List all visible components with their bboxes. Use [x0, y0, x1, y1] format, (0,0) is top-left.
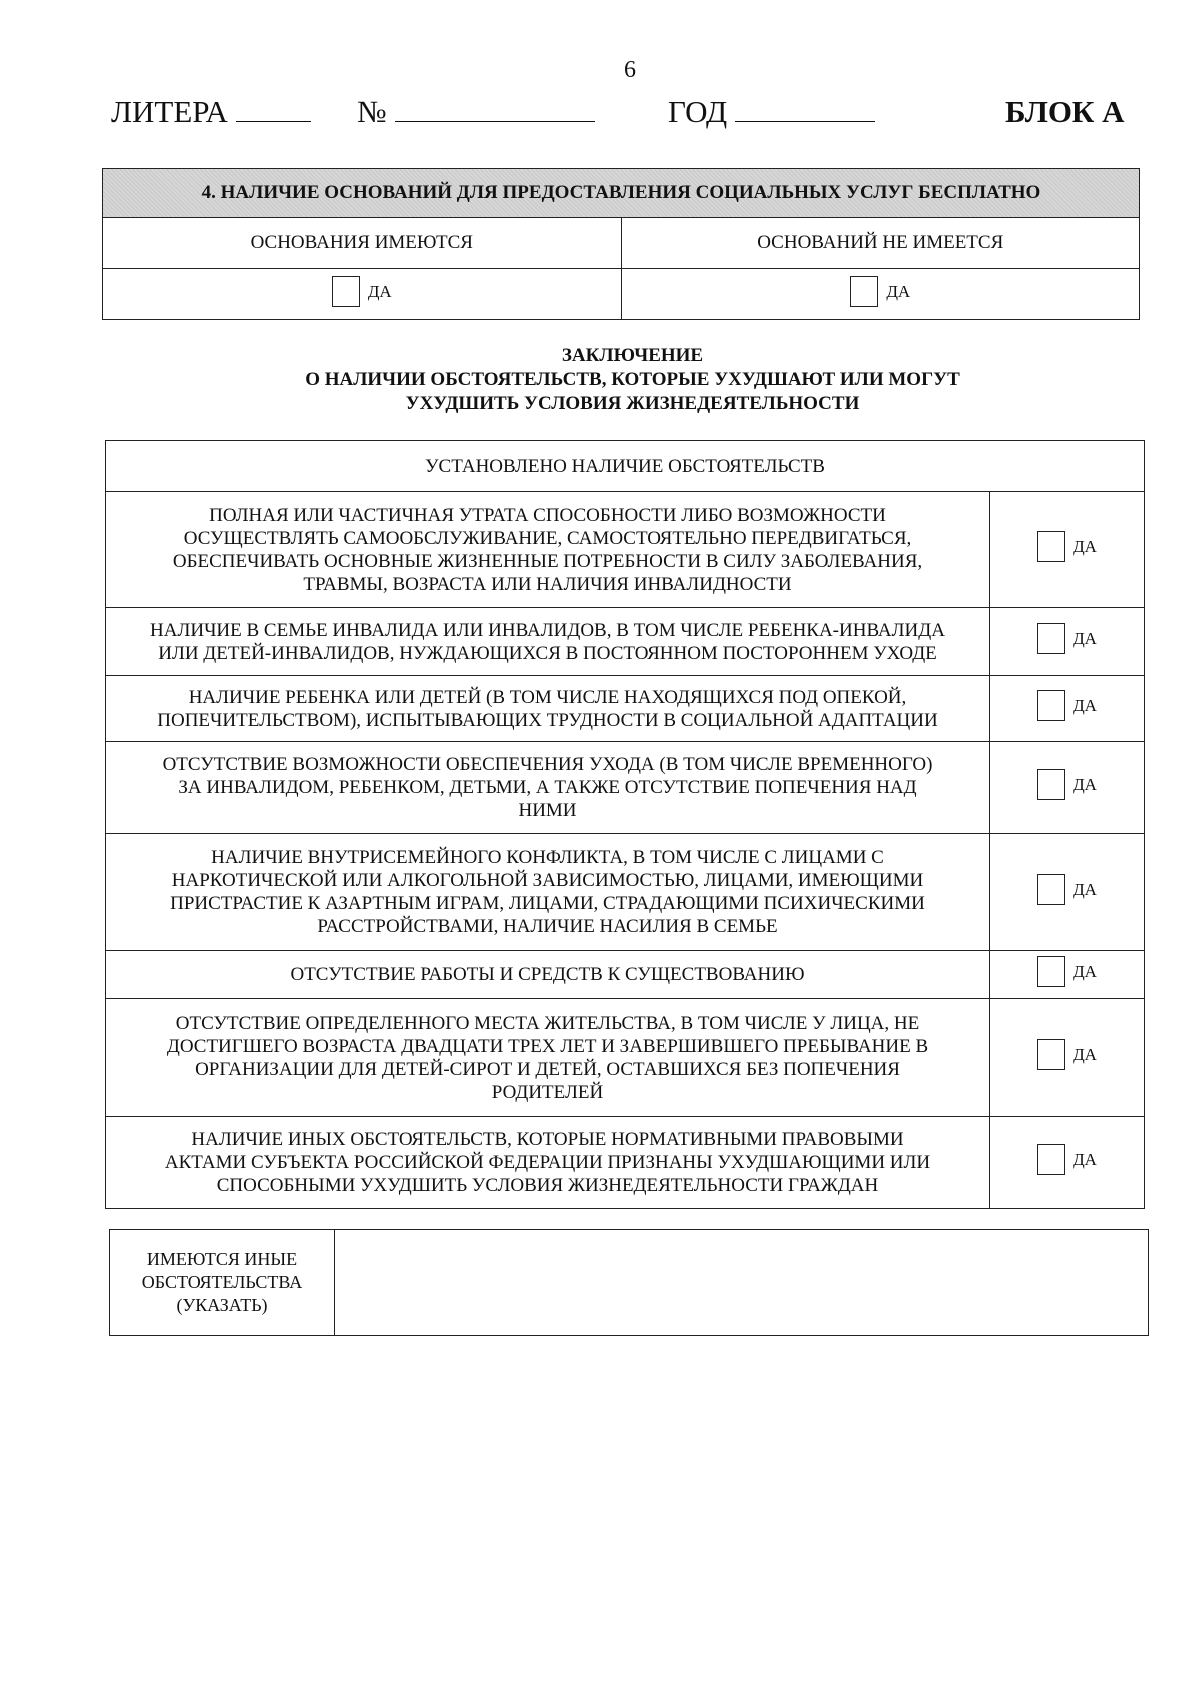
circumstance-text-line: РОДИТЕЛЕЙ [491, 1081, 604, 1103]
circumstance-checkbox[interactable] [1037, 1144, 1065, 1175]
circumstance-yes-option[interactable] [1037, 1039, 1097, 1070]
year-blank[interactable] [735, 99, 875, 122]
block-label: БЛОК А [1005, 94, 1125, 129]
circumstance-text-line: ОСУЩЕСТВЛЯТЬ САМООБСЛУЖИВАНИЕ, САМОСТОЯТЕЛЬНО ПЕРЕДВИГАТЬСЯ, [183, 527, 912, 549]
grounds-exist-yes-label: ДА [367, 281, 392, 301]
other-circumstances-label [110, 1230, 335, 1336]
circumstance-row [106, 492, 1145, 608]
other-circumstances-table [109, 1229, 1149, 1336]
section4-none-cell [621, 269, 1140, 320]
circumstance-text-line: НАЛИЧИЕ РЕБЕНКА ИЛИ ДЕТЕЙ (В ТОМ ЧИСЛЕ НАХОДЯЩИХСЯ ПОД ОПЕКОЙ, [188, 686, 907, 708]
circumstance-text [106, 999, 990, 1117]
section4-col-none: ОСНОВАНИЙ НЕ ИМЕЕТСЯ [621, 218, 1140, 269]
circumstance-text-line: НАЛИЧИЕ ИНЫХ ОБСТОЯТЕЛЬСТВ, КОТОРЫЕ НОРМАТИВНЫМИ ПРАВОВЫМИ [191, 1129, 904, 1150]
circumstances-table [105, 440, 1145, 1209]
circumstance-text-line: ПРИСТРАСТИЕ К АЗАРТНЫМ ИГРАМ, ЛИЦАМИ, СТРАДАЮЩИМИ ПСИХИЧЕСКИМИ [170, 893, 925, 914]
circumstance-check-cell [990, 951, 1145, 999]
circumstance-yes-label: ДА [1073, 696, 1097, 715]
circumstance-row [106, 608, 1145, 676]
circumstance-check-cell [990, 834, 1145, 951]
circumstance-checkbox[interactable] [1037, 956, 1065, 987]
conclusion-title: ЗАКЛЮЧЕНИЕ [561, 345, 704, 366]
circumstance-yes-option[interactable] [1037, 956, 1097, 987]
other-label-line: ИМЕЮТСЯ ИНЫЕ [146, 1249, 298, 1269]
conclusion-subtitle-line1: О НАЛИЧИИ ОБСТОЯТЕЛЬСТВ, КОТОРЫЕ УХУДШАЮТ ИЛИ МОГУТ [305, 369, 960, 390]
section4-have-cell [103, 269, 622, 320]
circumstance-text-line: НАЛИЧИЕ ВНУТРИСЕМЕЙНОГО КОНФЛИКТА, В ТОМ ЧИСЛЕ С ЛИЦАМИ С [211, 847, 884, 868]
circumstance-checkbox[interactable] [1037, 531, 1065, 562]
circumstance-text-line: ОБЕСПЕЧИВАТЬ ОСНОВНЫЕ ЖИЗНЕННЫЕ ПОТРЕБНОСТИ В СИЛУ ЗАБОЛЕВАНИЯ, [172, 550, 923, 572]
grounds-none-checkbox[interactable] [850, 276, 878, 307]
section4-table [102, 168, 1140, 320]
circumstance-yes-option[interactable] [1037, 769, 1097, 800]
litera-field[interactable] [111, 94, 311, 130]
circumstance-text-line: ДОСТИГШЕГО ВОЗРАСТА ДВАДЦАТИ ТРЕХ ЛЕТ И ЗАВЕРШИВШЕГО ПРЕБЫВАНИЕ В [166, 1035, 929, 1057]
circumstance-text [106, 951, 990, 999]
circumstance-yes-option[interactable] [1037, 874, 1097, 905]
circumstance-text-line: РАССТРОЙСТВАМИ, НАЛИЧИЕ НАСИЛИЯ В СЕМЬЕ [317, 916, 778, 937]
circumstance-text-line: НАЛИЧИЕ В СЕМЬЕ ИНВАЛИДА ИЛИ ИНВАЛИДОВ, В ТОМ ЧИСЛЕ РЕБЕНКА-ИНВАЛИДА [150, 619, 945, 641]
circumstance-text-line: ОРГАНИЗАЦИИ ДЛЯ ДЕТЕЙ-СИРОТ И ДЕТЕЙ, ОСТАВШИХСЯ БЕЗ ПОПЕЧЕНИЯ [195, 1058, 900, 1080]
grounds-exist-checkbox[interactable] [332, 276, 360, 307]
circumstance-row [106, 1117, 1145, 1209]
other-circumstances-input[interactable] [335, 1230, 1149, 1336]
circumstance-text-line: ПОПЕЧИТЕЛЬСТВОМ), ИСПЫТЫВАЮЩИХ ТРУДНОСТИ В СОЦИАЛЬНОЙ АДАПТАЦИИ [157, 709, 938, 731]
circumstance-checkbox[interactable] [1037, 874, 1065, 905]
circumstance-check-cell [990, 676, 1145, 742]
circumstance-checkbox[interactable] [1037, 1039, 1065, 1070]
circumstance-text-line: ЗА ИНВАЛИДОМ, РЕБЕНКОМ, ДЕТЬМИ, А ТАКЖЕ ОТСУТСТВИЕ ПОПЕЧЕНИЯ НАД [178, 777, 917, 798]
circumstance-yes-label: ДА [1073, 1045, 1097, 1064]
circumstance-text [106, 1117, 990, 1209]
circumstance-text [106, 742, 990, 834]
circumstance-checkbox[interactable] [1037, 769, 1065, 800]
circumstance-row [106, 834, 1145, 951]
circumstance-check-cell [990, 1117, 1145, 1209]
section4-title: 4. НАЛИЧИЕ ОСНОВАНИЙ ДЛЯ ПРЕДОСТАВЛЕНИЯ СОЦИАЛЬНЫХ УСЛУГ БЕСПЛАТНО [103, 169, 1140, 218]
circumstance-text-line: НАРКОТИЧЕСКОЙ ИЛИ АЛКОГОЛЬНОЙ ЗАВИСИМОСТЬЮ, ЛИЦАМИ, ИМЕЮЩИМИ [171, 870, 924, 891]
circumstance-yes-option[interactable] [1037, 531, 1097, 562]
circumstance-text [106, 608, 990, 676]
circumstance-yes-label: ДА [1073, 879, 1097, 899]
form-header [0, 94, 1200, 138]
number-blank[interactable] [395, 99, 595, 122]
grounds-none-yes-label: ДА [886, 281, 911, 301]
circumstance-check-cell [990, 492, 1145, 608]
circumstance-yes-option[interactable] [1037, 1144, 1097, 1175]
year-label: ГОД [668, 94, 728, 129]
circumstances-header: УСТАНОВЛЕНО НАЛИЧИЕ ОБСТОЯТЕЛЬСТВ [106, 441, 1145, 492]
circumstance-row [106, 999, 1145, 1117]
circumstance-row [106, 676, 1145, 742]
circumstance-text-line: ТРАВМЫ, ВОЗРАСТА ИЛИ НАЛИЧИЯ ИНВАЛИДНОСТИ [303, 573, 792, 595]
circumstance-row [106, 951, 1145, 999]
litera-label: ЛИТЕРА [111, 94, 228, 129]
conclusion-heading [0, 344, 1200, 416]
litera-blank[interactable] [236, 99, 311, 122]
circumstance-yes-label: ДА [1073, 629, 1097, 648]
circumstance-text [106, 492, 990, 608]
section4-have-option[interactable] [332, 276, 392, 307]
circumstance-row [106, 742, 1145, 834]
circumstance-check-cell [990, 742, 1145, 834]
circumstance-text-line: СПОСОБНЫМИ УХУДШИТЬ УСЛОВИЯ ЖИЗНЕДЕЯТЕЛЬНОСТИ ГРАЖДАН [216, 1175, 879, 1196]
circumstance-text-line: НИМИ [518, 800, 577, 821]
circumstance-text-line: ОТСУТСТВИЕ ОПРЕДЕЛЕННОГО МЕСТА ЖИТЕЛЬСТВА, В ТОМ ЧИСЛЕ У ЛИЦА, НЕ [175, 1012, 920, 1034]
circumstance-yes-label: ДА [1073, 962, 1097, 981]
circumstance-check-cell [990, 608, 1145, 676]
circumstance-text [106, 834, 990, 951]
other-label-line: (УКАЗАТЬ) [176, 1295, 268, 1315]
circumstance-yes-label: ДА [1073, 775, 1097, 794]
circumstance-yes-label: ДА [1073, 537, 1097, 556]
circumstance-text-line: ОТСУТСТВИЕ ВОЗМОЖНОСТИ ОБЕСПЕЧЕНИЯ УХОДА (В ТОМ ЧИСЛЕ ВРЕМЕННОГО) [162, 754, 933, 775]
circumstance-text [106, 676, 990, 742]
circumstance-text-line: ПОЛНАЯ ИЛИ ЧАСТИЧНАЯ УТРАТА СПОСОБНОСТИ ЛИБО ВОЗМОЖНОСТИ [209, 504, 886, 526]
circumstance-yes-option[interactable] [1037, 623, 1097, 654]
circumstance-text-line: АКТАМИ СУБЪЕКТА РОССИЙСКОЙ ФЕДЕРАЦИИ ПРИЗНАНЫ УХУДШАЮЩИМИ ИЛИ [164, 1152, 931, 1173]
number-field[interactable] [357, 94, 595, 130]
circumstance-checkbox[interactable] [1037, 623, 1065, 654]
circumstance-text-line: ОТСУТСТВИЕ РАБОТЫ И СРЕДСТВ К СУЩЕСТВОВАНИЮ [290, 964, 805, 985]
year-field[interactable] [668, 94, 875, 130]
conclusion-subtitle-line2: УХУДШИТЬ УСЛОВИЯ ЖИЗНЕДЕЯТЕЛЬНОСТИ [405, 393, 860, 414]
section4-none-option[interactable] [850, 276, 910, 307]
circumstance-yes-label: ДА [1073, 1150, 1097, 1169]
circumstance-checkbox[interactable] [1037, 690, 1065, 721]
other-label-line: ОБСТОЯТЕЛЬСТВА [141, 1272, 303, 1292]
number-label: № [357, 94, 387, 129]
circumstance-text-line: ИЛИ ДЕТЕЙ-ИНВАЛИДОВ, НУЖДАЮЩИХСЯ В ПОСТОЯННОМ ПОСТОРОННЕМ УХОДЕ [158, 642, 937, 664]
section4-col-have: ОСНОВАНИЯ ИМЕЮТСЯ [103, 218, 622, 269]
circumstance-check-cell [990, 999, 1145, 1117]
page-number: 6 [624, 57, 636, 83]
circumstance-yes-option[interactable] [1037, 690, 1097, 721]
